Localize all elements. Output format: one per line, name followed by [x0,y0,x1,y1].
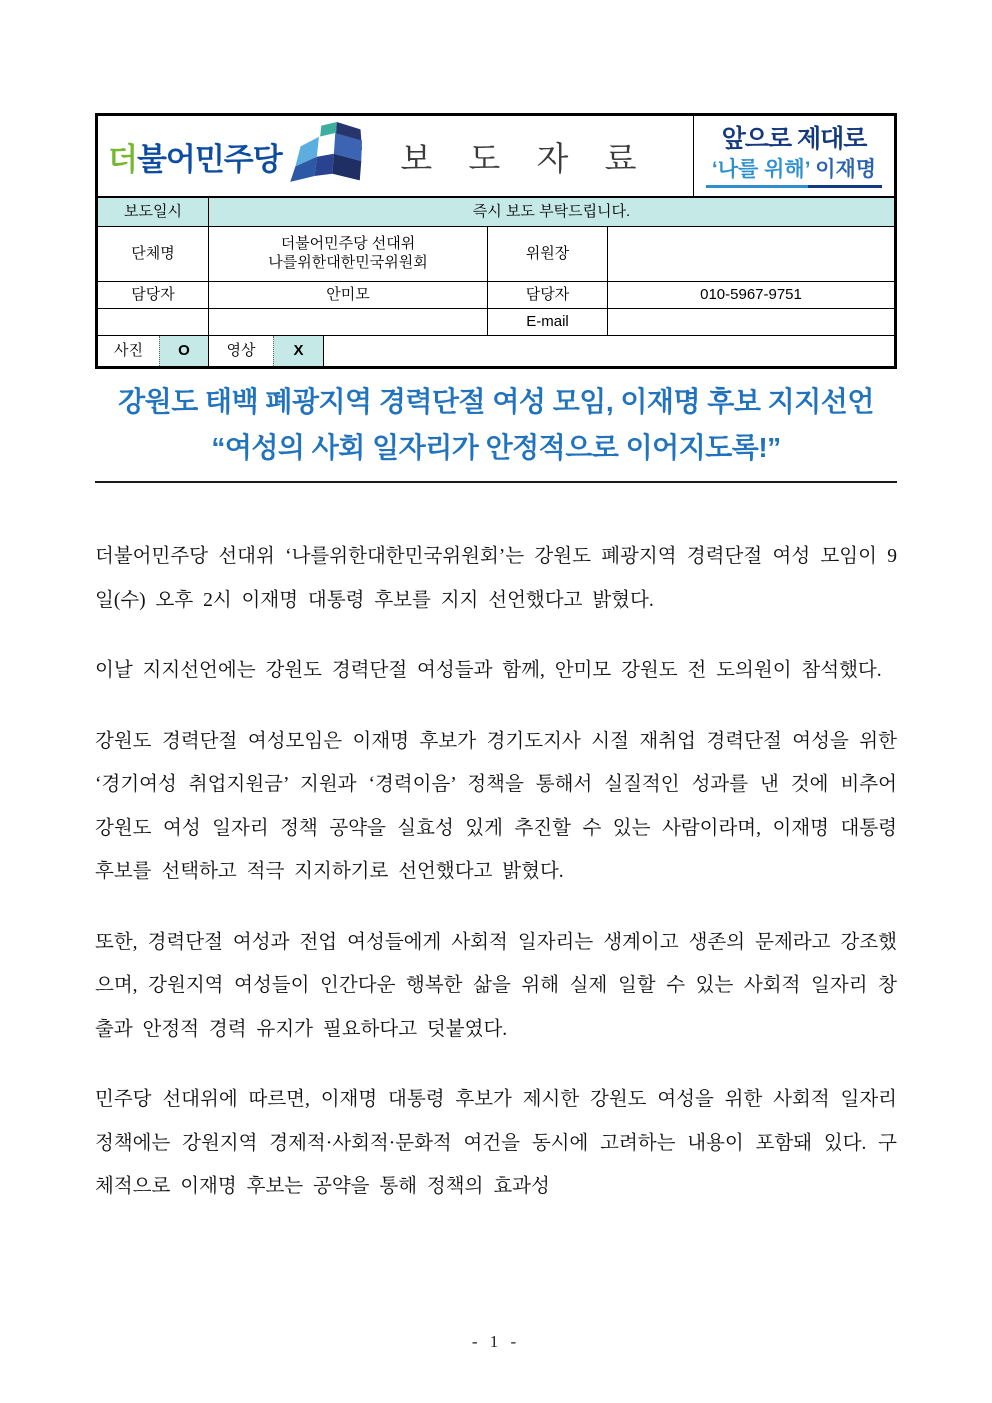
organization-line1: 더불어민주당 선대위 [280,235,416,253]
chairman-label: 위원장 [488,227,608,281]
release-date-value: 즉시 보도 부탁드립니다. [209,198,894,226]
email-value [608,309,894,335]
press-header-table [95,113,897,369]
organization-label: 단체명 [98,227,209,281]
party-wordmark-first: 더 [108,141,137,177]
headline-line1: 강원도 태백 폐광지역 경력단절 여성 모임, 이재명 후보 지지선언 [118,386,874,417]
masthead-row [98,116,894,198]
video-flag: X [273,336,324,366]
paragraph-1: 더불어민주당 선대위 ‘나를위한대한민국위원회’는 강원도 폐광지역 경력단절 여성 모임이 9일(수) 오후 2시 이재명 대통령 후보를 지지 선언했다고 밝혔다. [95,546,897,611]
paragraph-5: 민주당 선대위에 따르면, 이재명 대통령 후보가 제시한 강원도 여성을 위한 사회적 일자리 정책에는 강원지역 경제적·사회적·문화적 여건을 동시에 고려하는 내용이 포함돼 있다. 구체적으로 이재명 후보는 공약을 통해 정책의 효과성 [95,1089,897,1197]
email-row-left-spacer [98,309,209,335]
photo-flag: O [159,336,209,366]
phone-number: 010-5967-9751 [700,285,802,303]
page-number: - 1 - [471,1332,521,1351]
slogan-quote: ‘나를 위해’ [711,157,810,181]
article-body [95,535,897,1209]
photo-label: 사진 [114,341,143,359]
slogan-line1: 앞으로 제대로 [721,125,867,154]
email-label: E-mail [488,309,608,335]
party-flag-icon [286,119,364,193]
campaign-slogan [694,116,894,196]
email-row-left-value [209,309,488,335]
party-wordmark [108,134,282,179]
contact-label: 담당자 [98,282,209,308]
organization-line2: 나를위한대한민국위원회 [268,254,428,271]
organization-value [209,227,488,281]
video-label: 영상 [226,341,256,359]
phone-label: 담당자 [488,282,608,308]
press-release-title: 보 도 자 료 [400,141,651,178]
chairman-value [608,227,894,281]
contact-name: 안미모 [209,282,488,308]
masthead-left-cell [98,116,694,196]
headline-line2: “여성의 사회 일자리가 안정적으로 이어지도록!” [211,432,781,463]
slogan-underline [706,185,882,188]
media-row-spacer [324,336,894,366]
party-logo [108,119,364,193]
paragraph-3: 강원도 경력단절 여성모임은 이재명 후보가 경기도지사 시절 재취업 경력단절 여성을 위한 ‘경기여성 취업지원금’ 지원과 ‘경력이음’ 정책을 통해서 실질적인 성과를 낸 것에 비추어 강원도 여성 일자리 정책 공약을 실효성 있게 추진할 수 있는 사람이라며, 이재명 대통령 후보를 선택하고 적극 지지하기로 선언했다고 밝혔다. [95,730,897,882]
headline-divider [95,481,897,483]
release-date-label: 보도일시 [98,198,209,226]
paragraph-4: 또한, 경력단절 여성과 전업 여성들에게 사회적 일자리는 생계이고 생존의 문제라고 강조했으며, 강원지역 여성들이 인간다운 행복한 삶을 위해 실제 일할 수 있는 사회적 일자리 창출과 안정적 경력 유지가 필요하다고 덧붙였다. [95,931,897,1040]
headline [95,379,897,471]
party-wordmark-rest: 불어민주당 [136,141,282,177]
release-date-row [98,198,894,227]
email-row [98,309,894,336]
slogan-line2 [712,157,876,183]
organization-row [98,227,894,282]
slogan-candidate-name: 이재명 [809,157,877,181]
paragraph-2: 이날 지지선언에는 강원도 경력단절 여성들과 함께, 안미모 강원도 전 도의원이 참석했다. [95,660,882,681]
contact-row [98,282,894,309]
media-row [98,336,894,366]
